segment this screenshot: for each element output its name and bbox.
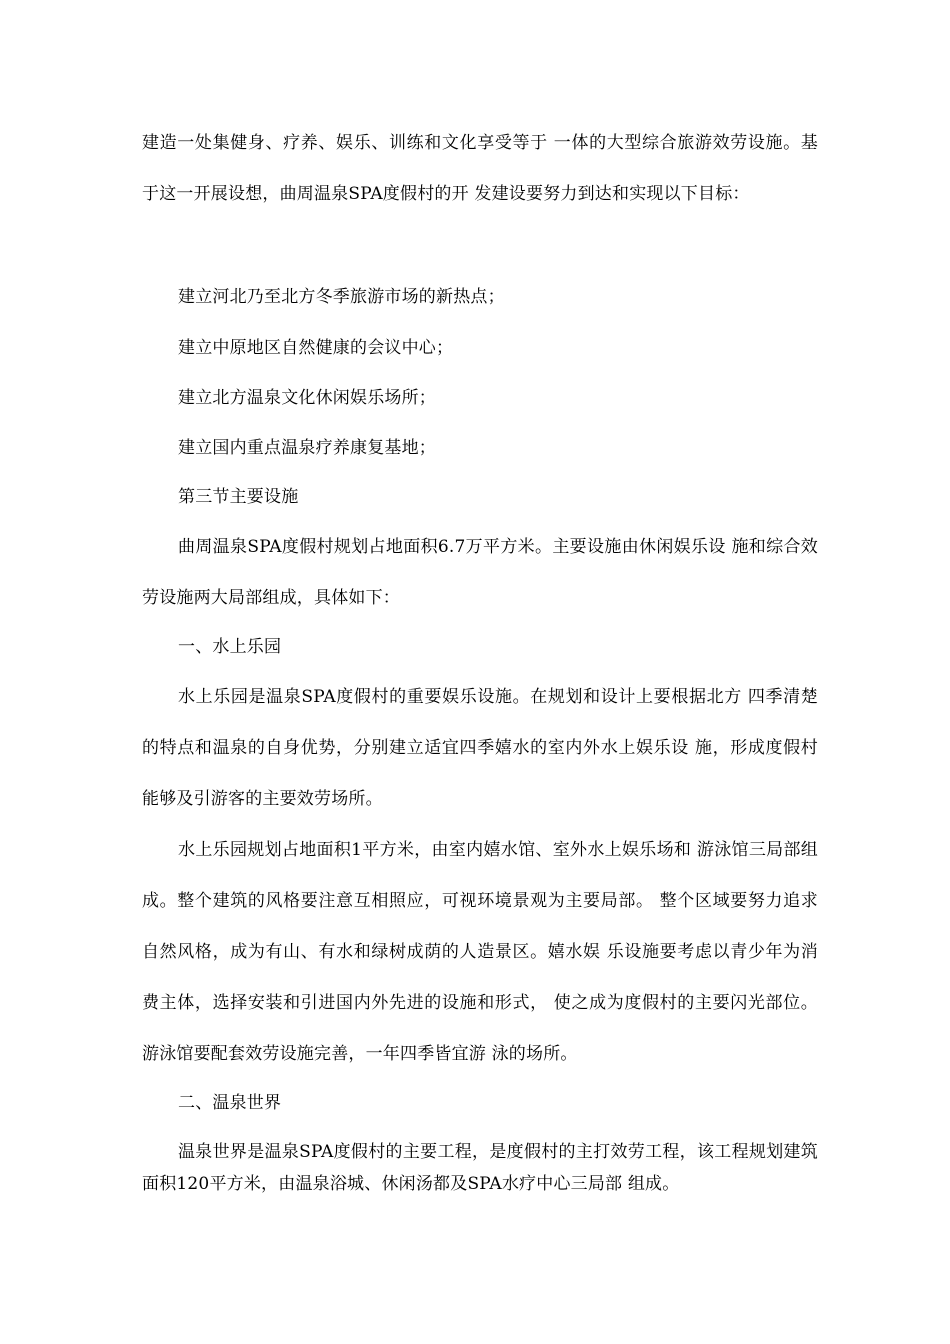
paragraph-goal-1: 建立河北乃至北方冬季旅游市场的新热点； xyxy=(178,287,505,307)
paragraph-goals-intro: 建造一处集健身、疗养、娱乐、训练和文化享受等于 一体的大型综合旅游效劳设施。基于这一开展设想，曲周温泉SPA度假村的开 发建设要努力到达和实现以下目标： xyxy=(142,133,818,204)
paragraph-water-park-details: 水上乐园规划占地面积1平方米，由室内嬉水馆、室外水上娱乐场和 游泳馆三局部组成。整个建筑的风格要注意互相照应，可视环境景观为主要局部。 整个区域要努力追求自然风格，成为有山、有水和绿树成荫的人造景区。嬉水娱 乐设施要考虑以青少年为消费主体，选择安装和引进国内外先进的设施和形式， 使之成为度假村的主要闪光部位。游泳馆要配套效劳设施完善，一年四季皆宜游 泳的场所。 xyxy=(142,840,818,1064)
section-heading-main-facilities: 第三节主要设施 xyxy=(178,487,299,507)
paragraph-water-park-intro: 水上乐园是温泉SPA度假村的重要娱乐设施。在规划和设计上要根据北方 四季清楚的特点和温泉的自身优势，分别建立适宜四季嬉水的室内外水上娱乐设 施，形成度假村能够及引游客的主要效劳场所。 xyxy=(142,687,818,809)
subheading-hot-spring-world: 二、温泉世界 xyxy=(178,1093,282,1113)
paragraph-facilities-overview: 曲周温泉SPA度假村规划占地面积6.7万平方米。主要设施由休闲娱乐设 施和综合效劳设施两大局部组成，具体如下： xyxy=(142,537,818,608)
paragraph-goal-2: 建立中原地区自然健康的会议中心； xyxy=(178,338,454,358)
paragraph-hot-spring-world: 温泉世界是温泉SPA度假村的主要工程，是度假村的主打效劳工程，该工程规划建筑面积120平方米，由温泉浴城、休闲汤都及SPA水疗中心三局部 组成。 xyxy=(142,1142,818,1194)
subheading-water-park: 一、水上乐园 xyxy=(178,637,282,657)
paragraph-goal-3: 建立北方温泉文化休闲娱乐场所； xyxy=(178,388,436,408)
paragraph-goal-4: 建立国内重点温泉疗养康复基地； xyxy=(178,438,436,458)
